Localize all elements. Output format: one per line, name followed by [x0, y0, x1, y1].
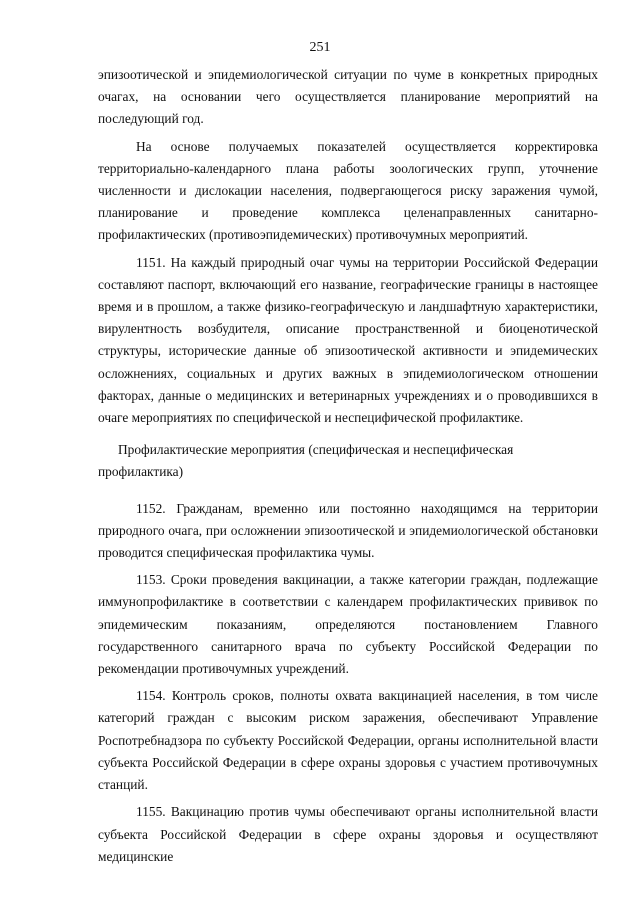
paragraph-continuation: эпизоотической и эпидемиологической ситуации по чуме в конкретных природных очагах, на основании чего осуществляется планирование мероприятий на последующий год.	[98, 67, 598, 127]
paragraph-1154: 1154. Контроль сроков, полноты охвата вакцинацией населения, в том числе категорий граждан с высоким риском заражения, обеспечивают Управление Роспотребнадзора по субъекту Российской Федерации, органы исполнительной власти субъекта Российской Федерации в сфере охраны здоровья с участием противочумных станций.	[98, 688, 598, 793]
paragraph-1151: 1151. На каждый природный очаг чумы на территории Российской Федерации составляют паспорт, включающий его название, географические границы в настоящее время и в прошлом, а также физико-географическую и ландшафтную характеристики, вирулентность возбудителя, описание пространственной и биоценотической структуры, исторические данные об эпизоотической активности и эпидемических осложнениях, социальных и других важных в эпидемиологическом отношении факторах, данные о медицинских и ветеринарных учреждениях и о проводившихся в очаге мероприятиях по специфической и неспецифической профилактике.	[98, 254, 598, 426]
paragraph-plan-correction: На основе получаемых показателей осуществляется корректировка территориально-календарного плана работы зоологических групп, уточнение численности и дислокации населения, подвергающегося риску заражения чумой, планирование и проведение комплекса целенаправленных санитарно-профилактических (противоэпидемических) противочумных мероприятий.	[98, 138, 598, 243]
section-heading: Профилактические мероприятия (специфическая и неспецифическая профилактика)	[98, 442, 514, 480]
paragraph-1152: 1152. Гражданам, временно или постоянно находящимся на территории природного очага, при осложнении эпизоотической и эпидемиологической обстановки проводится специфическая профилактика чумы.	[98, 500, 598, 561]
page-number: 251	[309, 40, 331, 55]
paragraph-1153: 1153. Сроки проведения вакцинации, а также категории граждан, подлежащие иммунопрофилактике в соответствии с календарем профилактических прививок по эпидемическим показаниям, определяются постановлением Главного государственного санитарного врача по субъекту Российской Федерации по рекомендации противочумных учреждений.	[98, 572, 598, 677]
document-body	[98, 64, 598, 873]
paragraph-1155: 1155. Вакцинацию против чумы обеспечивают органы исполнительной власти субъекта Российской Федерации в сфере охраны здоровья и осуществляют медицинские	[98, 804, 598, 864]
